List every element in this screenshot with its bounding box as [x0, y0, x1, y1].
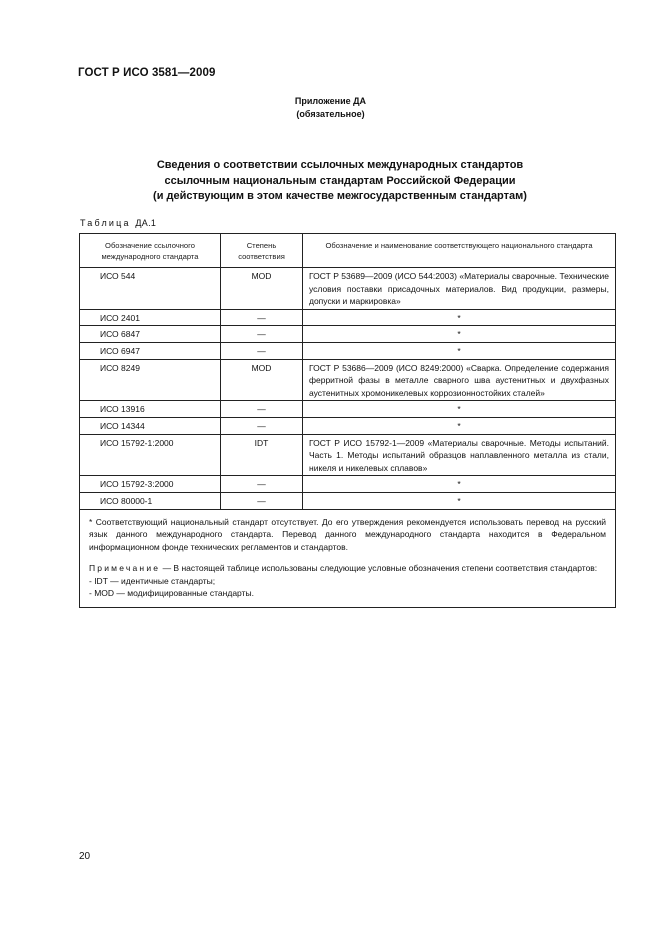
cell-degree: IDT [221, 434, 303, 476]
cell-ref: ИСО 6947 [80, 342, 221, 359]
cell-national: ГОСТ Р ИСО 15792-1—2009 «Материалы сварочные. Методы испытаний. Часть 1. Методы испытаний образцов наплавленного металла из стали, никеля и никелевых сплавов» [303, 434, 616, 476]
table-row [80, 492, 616, 509]
cell-national: ГОСТ Р 53689—2009 (ИСО 544:2003) «Материалы сварочные. Технические условия поставки присадочных материалов. Вид продукции, размеры, допуски и маркировка» [303, 268, 616, 310]
table-row [80, 268, 616, 310]
title-line: ссылочным национальным стандартам Российской Федерации [164, 174, 516, 187]
cell-degree: — [221, 401, 303, 418]
note-item: - MOD — модифицированные стандарты. [89, 588, 254, 599]
cell-degree: — [221, 326, 303, 343]
table-footer [80, 509, 616, 608]
cell-ref: ИСО 8249 [80, 359, 221, 401]
annex-title: Приложение ДА [294, 96, 367, 106]
cell-ref: ИСО 2401 [80, 309, 221, 326]
table-footer-row [80, 509, 616, 608]
note-item: - IDT — идентичные стандарты; [89, 575, 216, 586]
table-row [80, 476, 616, 493]
table-row [80, 309, 616, 326]
cell-national: * [303, 326, 616, 343]
table-caption-prefix: Таблица [80, 218, 131, 228]
cell-ref: ИСО 15792-3:2000 [80, 476, 221, 493]
cell-degree: — [221, 342, 303, 359]
cell-national: * [303, 417, 616, 434]
cell-national: ГОСТ Р 53686—2009 (ИСО 8249:2000) «Сварка. Определение содержания ферритной фазы в металле сварного шва аустенитных и двухфазных аустенитных хромоникелевых коррозионностойких сталей» [303, 359, 616, 401]
table-header-row [80, 234, 616, 268]
cell-degree: MOD [221, 268, 303, 310]
annex-status: (обязательное) [296, 109, 365, 119]
section-title [0, 158, 661, 205]
col-header-national: Обозначение и наименование соответствующего национального стандарта [303, 234, 616, 268]
note-label: Примечание [89, 563, 161, 574]
cell-national: * [303, 476, 616, 493]
cell-degree: — [221, 492, 303, 509]
cell-ref: ИСО 544 [80, 268, 221, 310]
cell-degree: — [221, 309, 303, 326]
cell-national: * [303, 342, 616, 359]
col-header-degree: Степень соответствия [221, 234, 303, 268]
table-row [80, 434, 616, 476]
page-number: 20 [79, 851, 91, 862]
table-row [80, 342, 616, 359]
cell-degree: — [221, 476, 303, 493]
table-row [80, 326, 616, 343]
footnote: * Соответствующий национальный стандарт отсутствует. До его утверждения рекомендуется использовать перевод на русский язык данного международного стандарта. Перевод данного международного стандарта находится в Федеральном информационном фонде технических регламентов и стандартов. [89, 516, 606, 552]
table-row [80, 401, 616, 418]
title-line: Сведения о соответствии ссылочных международных стандартов [156, 159, 524, 171]
cell-national: * [303, 492, 616, 509]
table-note [89, 562, 606, 575]
note-text: — В настоящей таблице использованы следующие условные обозначения степени соответствия стандартов: [160, 563, 598, 574]
table-row [80, 417, 616, 434]
col-header-ref: Обозначение ссылочного международного стандарта [80, 234, 221, 268]
document-code: ГОСТ Р ИСО 3581—2009 [78, 67, 216, 79]
correspondence-table [79, 233, 616, 608]
cell-degree: MOD [221, 359, 303, 401]
cell-degree: — [221, 417, 303, 434]
cell-ref: ИСО 6847 [80, 326, 221, 343]
cell-national: * [303, 309, 616, 326]
cell-ref: ИСО 80000-1 [80, 492, 221, 509]
cell-national: * [303, 401, 616, 418]
title-line: (и действующим в этом качестве межгосударственным стандартам) [153, 190, 527, 202]
table-caption-number: ДА.1 [135, 218, 157, 228]
cell-ref: ИСО 14344 [80, 417, 221, 434]
table-caption [80, 218, 156, 228]
table-row [80, 359, 616, 401]
cell-ref: ИСО 15792-1:2000 [80, 434, 221, 476]
cell-ref: ИСО 13916 [80, 401, 221, 418]
